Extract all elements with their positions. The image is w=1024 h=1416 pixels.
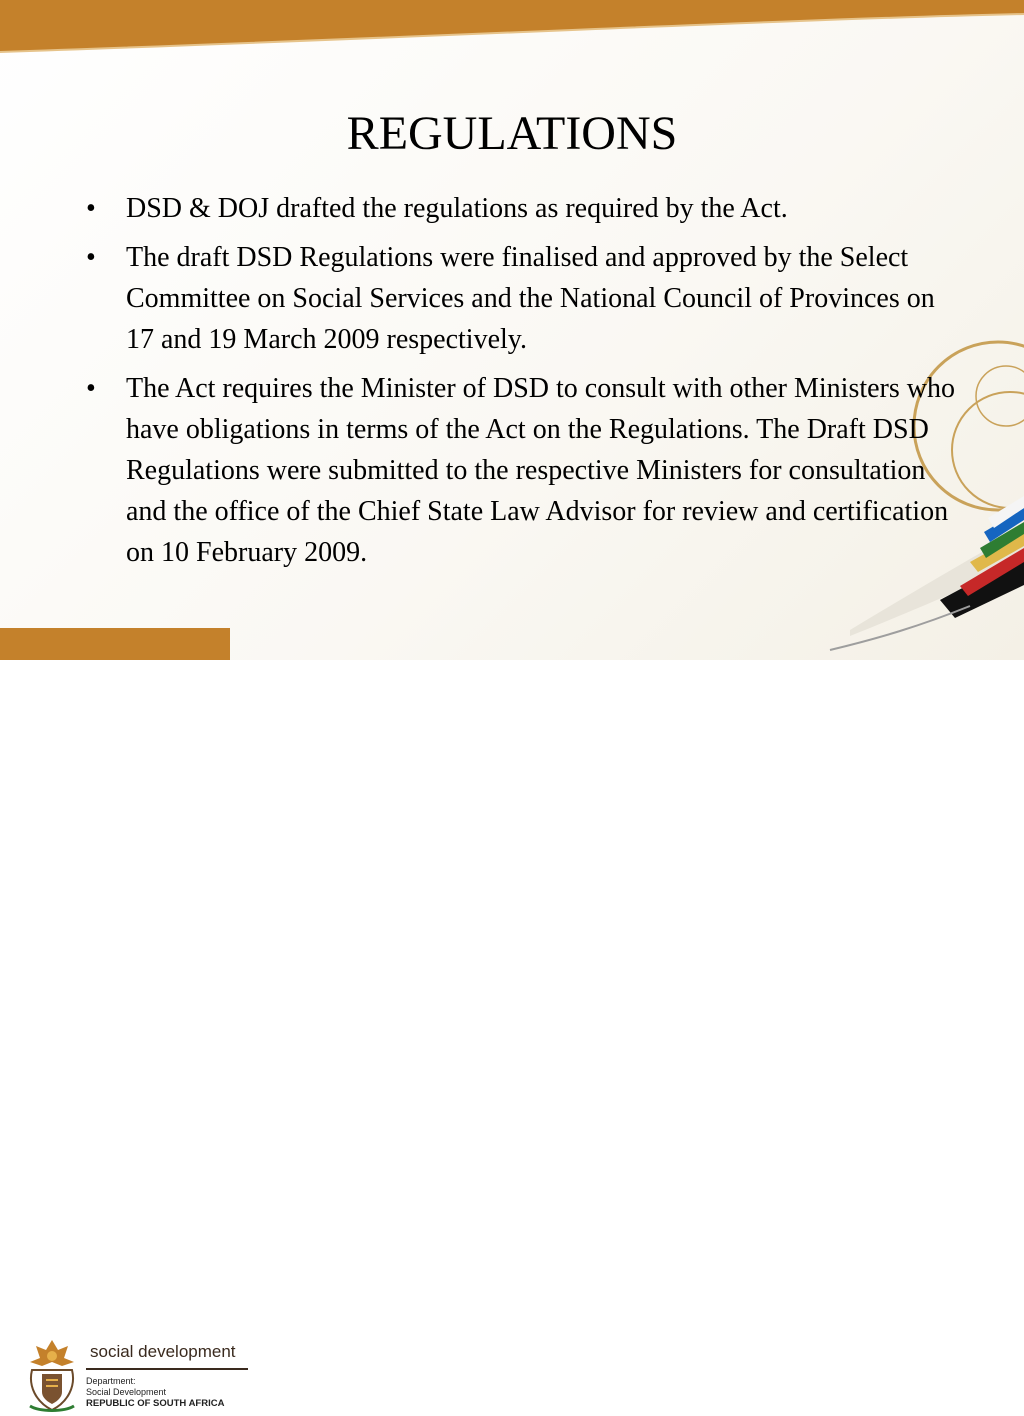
country-name: REPUBLIC OF SOUTH AFRICA <box>86 1398 225 1409</box>
coat-of-arms-icon <box>22 1336 82 1416</box>
bullet-text: The Act requires the Minister of DSD to consult with other Ministers who have obligations in terms of the Act on the Regulations. The Draft DSD Regulations were submitted to the respective Ministers for consultation and the office of the Chief State Law Advisor for review and certification on 10 February 2009. <box>126 373 955 568</box>
bottom-accent-band <box>0 628 230 660</box>
bullet-text: DSD & DOJ drafted the regulations as required by the Act. <box>126 193 788 224</box>
bullet-icon: • <box>86 242 96 273</box>
department-name: Social Development <box>86 1387 167 1397</box>
bullet-item <box>86 188 966 229</box>
department-logo <box>22 1336 282 1416</box>
bullet-item <box>86 237 966 360</box>
department-label: Department: <box>86 1376 136 1386</box>
brand-name: social development <box>90 1342 236 1361</box>
footer <box>0 660 1024 1409</box>
top-accent-band <box>0 0 1024 80</box>
bullet-list <box>86 188 966 581</box>
brand-divider <box>86 1368 248 1370</box>
bullet-icon: • <box>86 193 96 224</box>
bullet-text: The draft DSD Regulations were finalised and approved by the Select Committee on Social Services and the National Council of Provinces on 17 and 19 March 2009 respectively. <box>126 242 935 355</box>
bullet-item <box>86 368 966 573</box>
bullet-icon: • <box>86 373 96 404</box>
slide-title: REGULATIONS <box>346 107 678 160</box>
